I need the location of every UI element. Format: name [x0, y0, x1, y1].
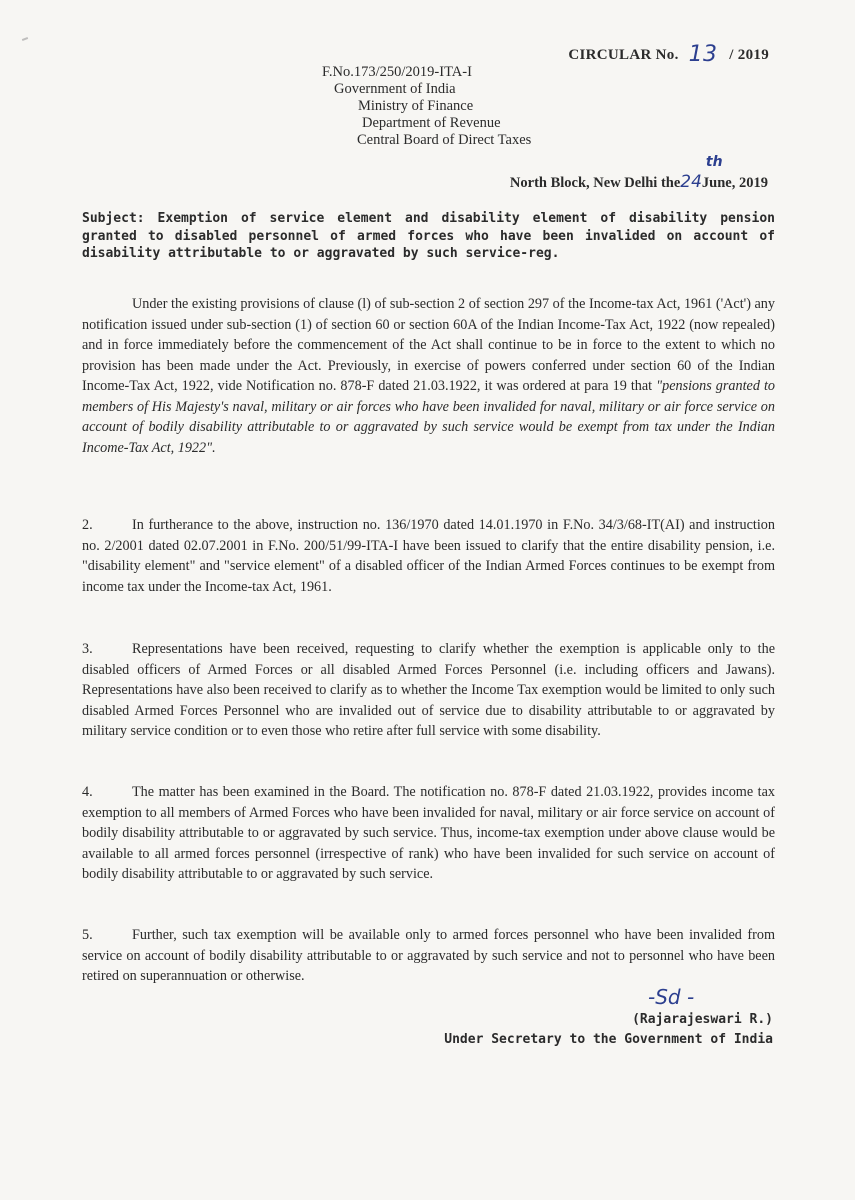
circular-number	[568, 40, 769, 65]
government-line: Government of India	[334, 81, 456, 97]
signatory-title: Under Secretary to the Government of India	[444, 1032, 773, 1047]
paragraph-3-text: Representations have been received, requesting to clarify whether the exemption is applicable only to the disabled officers of Armed Forces or all disabled Armed Forces Personnel (i.e. including officers and Jawans). Representations have also been received to clarify as to whether the Income Tax exemption would be limited to only such disabled Armed Forces Personnel who are invalided out of service due to disability attributable to or aggravated by military service condition or to even those who retire after full service with some disability.	[82, 641, 775, 739]
paragraph-4-text: The matter has been examined in the Board. The notification no. 878-F dated 21.03.1922, provides income tax exemption to all members of Armed Forces who have been invalided for naval, military or air force service on account of bodily disability attributable to or aggravated by such service. Thus, income-tax exemption under above clause would be available to all armed forces personnel (irrespective of rank) who have been invalided for such service on account of bodily disability attributable to or aggravated by such service.	[82, 784, 775, 882]
paragraph-number: 3.	[82, 641, 93, 657]
dateline	[509, 154, 768, 192]
paragraph-2-text: In furtherance to the above, instruction no. 136/1970 dated 14.01.1970 in F.No. 34/3/68-IT(AI) and instruction no. 2/2001 dated 02.07.2001 in F.No. 200/51/99-ITA-I have been issued to clarify that the entire disability pension, i.e. "disability element" and "service element" of a disabled officer of the Indian Armed Forces continues to be exempt from income tax under the Income-tax Act, 1961.	[82, 517, 775, 595]
paragraph-2	[82, 515, 775, 597]
signatory-name: (Rajarajeswari R.)	[632, 1012, 773, 1027]
paragraph-number: 4.	[82, 784, 93, 800]
ministry-line: Ministry of Finance	[358, 98, 474, 114]
dateline-month-year: June, 2019	[701, 175, 768, 191]
paragraph-1-quote: "pensions granted to members of His Majesty's naval, military or air forces who have been invalided for naval, military or air force service on account of bodily disability attributable to or aggravated by such service would be exempt from tax under the Indian Income-Tax Act, 1922".	[82, 378, 775, 456]
issuing-office-block	[322, 64, 531, 149]
paragraph-1	[82, 294, 775, 458]
dateline-ordinal-handwritten: th	[705, 154, 723, 170]
board-line: Central Board of Direct Taxes	[357, 132, 532, 148]
circular-number-handwritten: 13	[688, 42, 718, 67]
paragraph-5	[82, 925, 775, 987]
handwritten-signature: -Sd -	[648, 985, 695, 1009]
circular-label: CIRCULAR No.	[568, 47, 679, 63]
file-number: F.No.173/250/2019-ITA-I	[322, 64, 472, 80]
scan-speck	[22, 37, 28, 41]
dateline-place: North Block, New Delhi the	[509, 175, 681, 191]
department-line: Department of Revenue	[362, 115, 501, 131]
dateline-day-handwritten: 24	[680, 172, 702, 192]
paragraph-number: 2.	[82, 517, 93, 533]
paragraph-number: 5.	[82, 927, 93, 943]
paragraph-4	[82, 782, 775, 885]
circular-year: / 2019	[729, 47, 769, 63]
subject-line: Subject: Exemption of service element and disability element of disability pension granted to disabled personnel of armed forces who have been invalided on account of disability attributable to or aggravated by such service-reg.	[82, 211, 775, 261]
paragraph-1-text: Under the existing provisions of clause (l) of sub-section 2 of section 297 of the Income-tax Act, 1961 ('Act') any notification issued under sub-section (1) of section 60 or section 60A of the Indian Income-Tax Act, 1922 (now repealed) and in force immediately before the commencement of the Act shall continue to be in force to the extent to which no provision has been made under the Act. Previously, in exercise of powers conferred under section 60 of the Indian Income-Tax Act, 1922, vide Notification no. 878-F dated 21.03.1922, it was ordered at para 19 that	[82, 296, 775, 394]
paragraph-5-text: Further, such tax exemption will be available only to armed forces personnel who have been invalided from service on account of bodily disability attributable to or aggravated by such service and not to personnel who have been retired on superannuation or otherwise.	[82, 927, 775, 984]
paragraph-3	[82, 639, 775, 742]
